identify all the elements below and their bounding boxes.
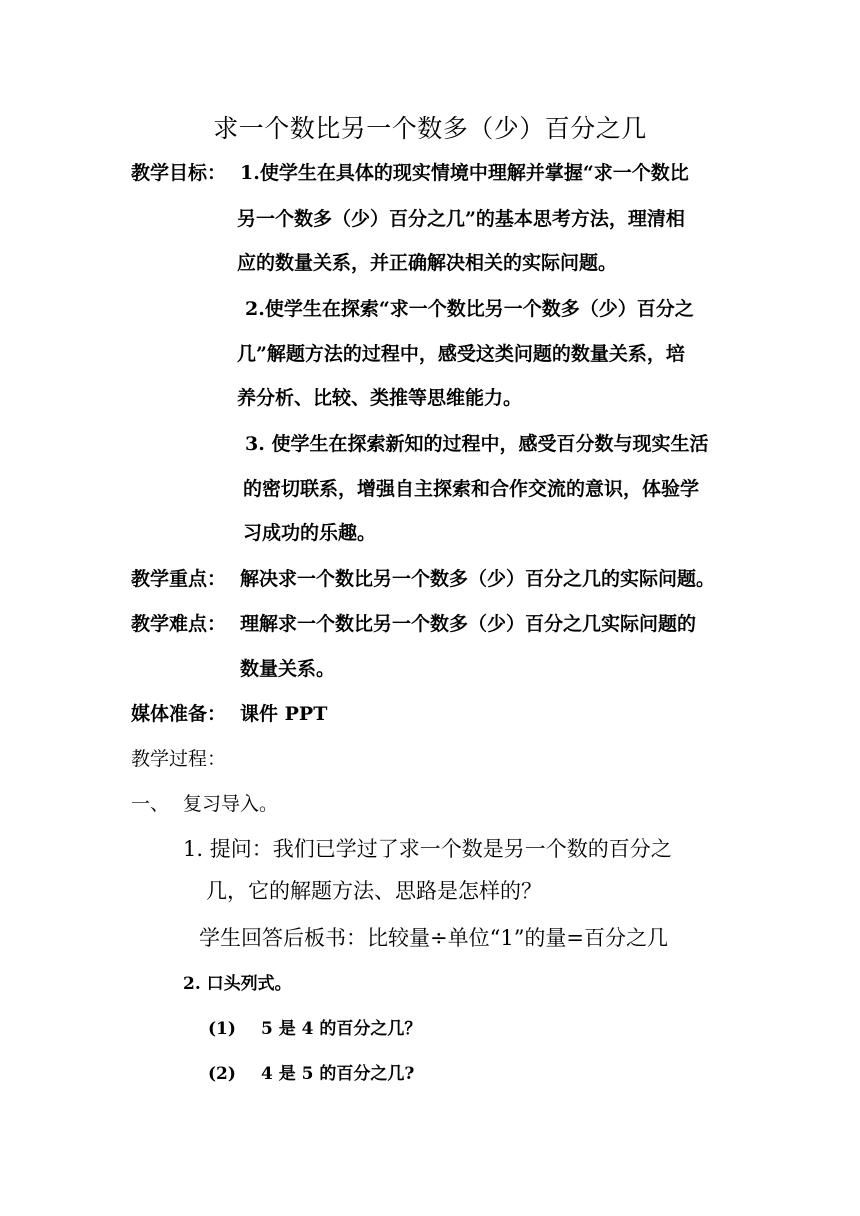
difficulty-line-2: 数量关系。 — [240, 658, 336, 680]
media-label: 媒体准备： — [131, 703, 227, 725]
objectives-line-2: 另一个数多（少）百分之几”的基本思考方法，理清相 — [237, 208, 685, 230]
objectives-line-3: 应的数量关系，并正确解决相关的实际问题。 — [237, 252, 618, 274]
difficulty-line-1: 理解求一个数比另一个数多（少）百分之几实际问题的 — [240, 613, 697, 635]
key-point-label: 教学重点： — [131, 568, 227, 590]
objectives-line-6: 养分析、比较、类推等思维能力。 — [237, 387, 523, 409]
section-1-title: 复习导入。 — [183, 793, 279, 815]
page-title: 求一个数比另一个数多（少）百分之几 — [213, 114, 647, 143]
list-item-1-number: (1) — [208, 1019, 236, 1039]
objectives-line-9: 习成功的乐趣。 — [243, 522, 377, 544]
key-point-text: 解决求一个数比另一个数多（少）百分之几的实际问题。 — [240, 568, 716, 590]
section-1-number: 一、 — [131, 793, 170, 815]
objectives-line-8: 的密切联系，增强自主探索和合作交流的意识，体验学 — [243, 478, 700, 500]
list-item-2-text: 4 是 5 的百分之几? — [261, 1064, 415, 1084]
difficulty-label: 教学难点： — [131, 613, 227, 635]
objectives-line-4: 2.使学生在探索“求一个数比另一个数多（少）百分之 — [245, 298, 694, 320]
question-1-line-2: 几，它的解题方法、思路是怎样的？ — [206, 879, 542, 903]
objectives-label: 教学目标： — [131, 162, 227, 184]
question-1-line-1: 1. 提问：我们已学过了求一个数是另一个数的百分之 — [183, 837, 672, 861]
process-label: 教学过程： — [131, 748, 227, 770]
objectives-line-1: 1.使学生在具体的现实情境中理解并掌握“求一个数比 — [240, 162, 689, 184]
list-item-1-text: 5 是 4 的百分之几？ — [261, 1019, 422, 1039]
list-item-2-number: (2) — [208, 1064, 236, 1084]
question-2: 2. 口头列式。 — [183, 974, 292, 994]
media-text: 课件 PPT — [240, 703, 328, 725]
objectives-line-5: 几”解题方法的过程中，感受这类问题的数量关系，培 — [237, 343, 685, 365]
board-writing: 学生回答后板书：比较量÷单位“1”的量=百分之几 — [199, 926, 669, 950]
objectives-line-7: 3. 使学生在探索新知的过程中，感受百分数与现实生活 — [245, 433, 709, 455]
